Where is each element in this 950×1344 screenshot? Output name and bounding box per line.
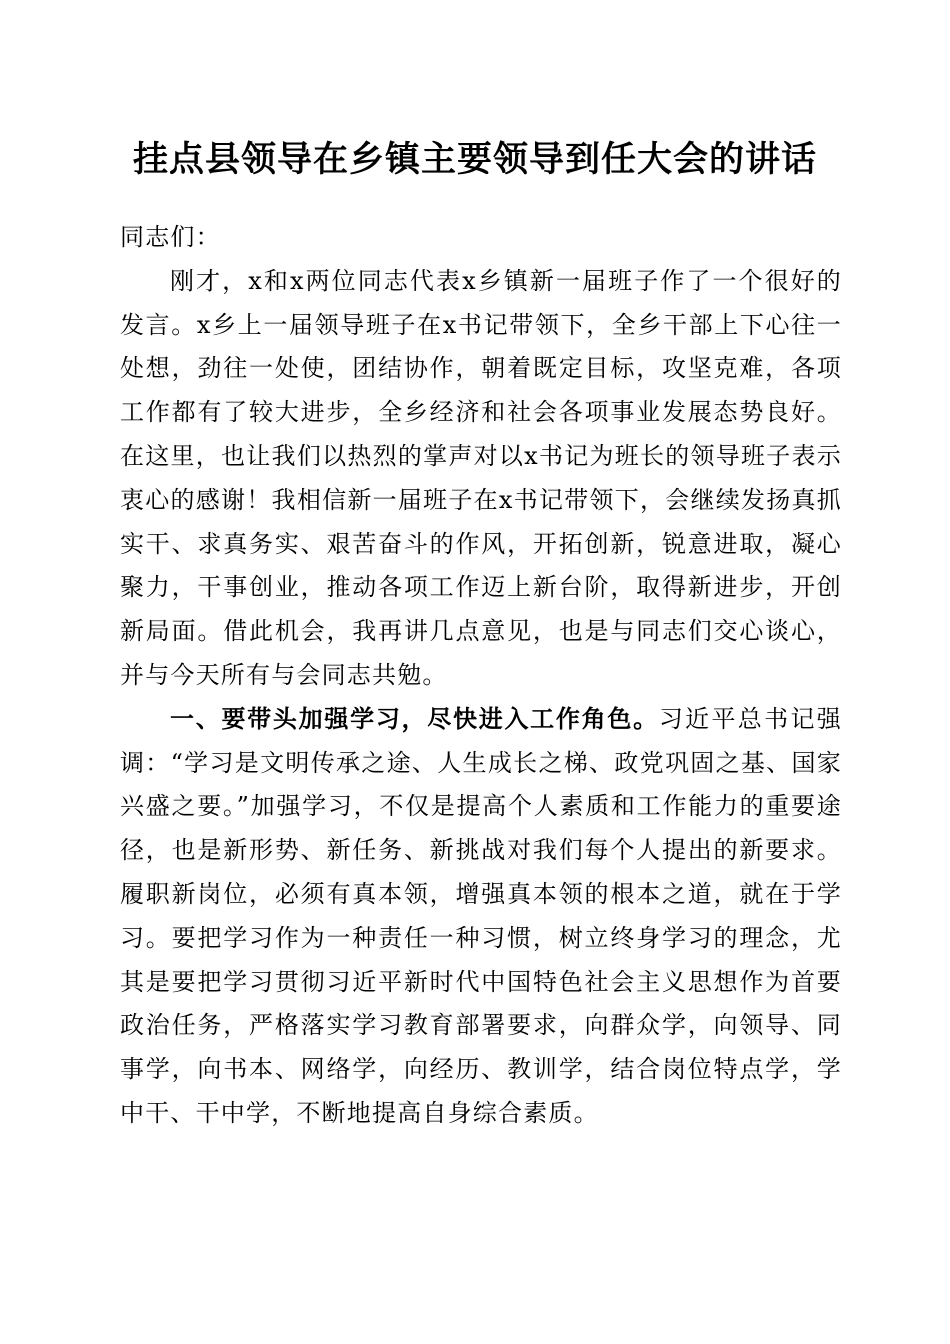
salutation: 同志们：	[120, 223, 221, 251]
paragraph-intro: 刚才，x和x两位同志代表x乡镇新一届班子作了一个很好的发言。x乡上一届领导班子在x书记带领下，全乡干部上下心往一处想，劲往一处使，团结协作，朝着既定目标，攻坚克难，各项工作都有了较大进步，全乡经济和社会各项事业发展态势良好。在这里，也让我们以热烈的掌声对以x书记为班长的领导班子表示衷心的感谢！我相信新一届班子在x书记带领下，会继续发扬真抓实干、求真务实、艰苦奋斗的作风，开拓创新，锐意进取，凝心聚力，干事创业，推动各项工作迈上新台阶，取得新进步，开创新局面。借此机会，我再讲几点意见，也是与同志们交心谈心，并与今天所有与会同志共勉。	[120, 266, 842, 689]
section-text: 习近平总书记强调：“学习是文明传承之途、人生成长之梯、政党巩固之基、国家兴盛之要。”加强学习，不仅是提高个人素质和工作能力的重要途径，也是新形势、新任务、新挑战对我们每个人提出的新要求。履职新岗位，必须有真本领，增强真本领的根本之道，就在于学习。要把学习作为一种责任一种习惯，树立终身学习的理念，尤其是要把学习贯彻习近平新时代中国特色社会主义思想作为首要政治任务，严格落实学习教育部署要求，向群众学，向领导、同事学，向书本、网络学，向经历、教训学，结合岗位特点学，学中干、干中学，不断地提高自身综合素质。	[120, 704, 842, 1127]
document-body	[120, 216, 842, 1136]
document-title: 挂点县领导在乡镇主要领导到任大会的讲话	[132, 139, 817, 180]
section-heading: 一、要带头加强学习，尽快进入工作角色。	[170, 704, 659, 733]
paragraph-section-1	[120, 698, 842, 1136]
